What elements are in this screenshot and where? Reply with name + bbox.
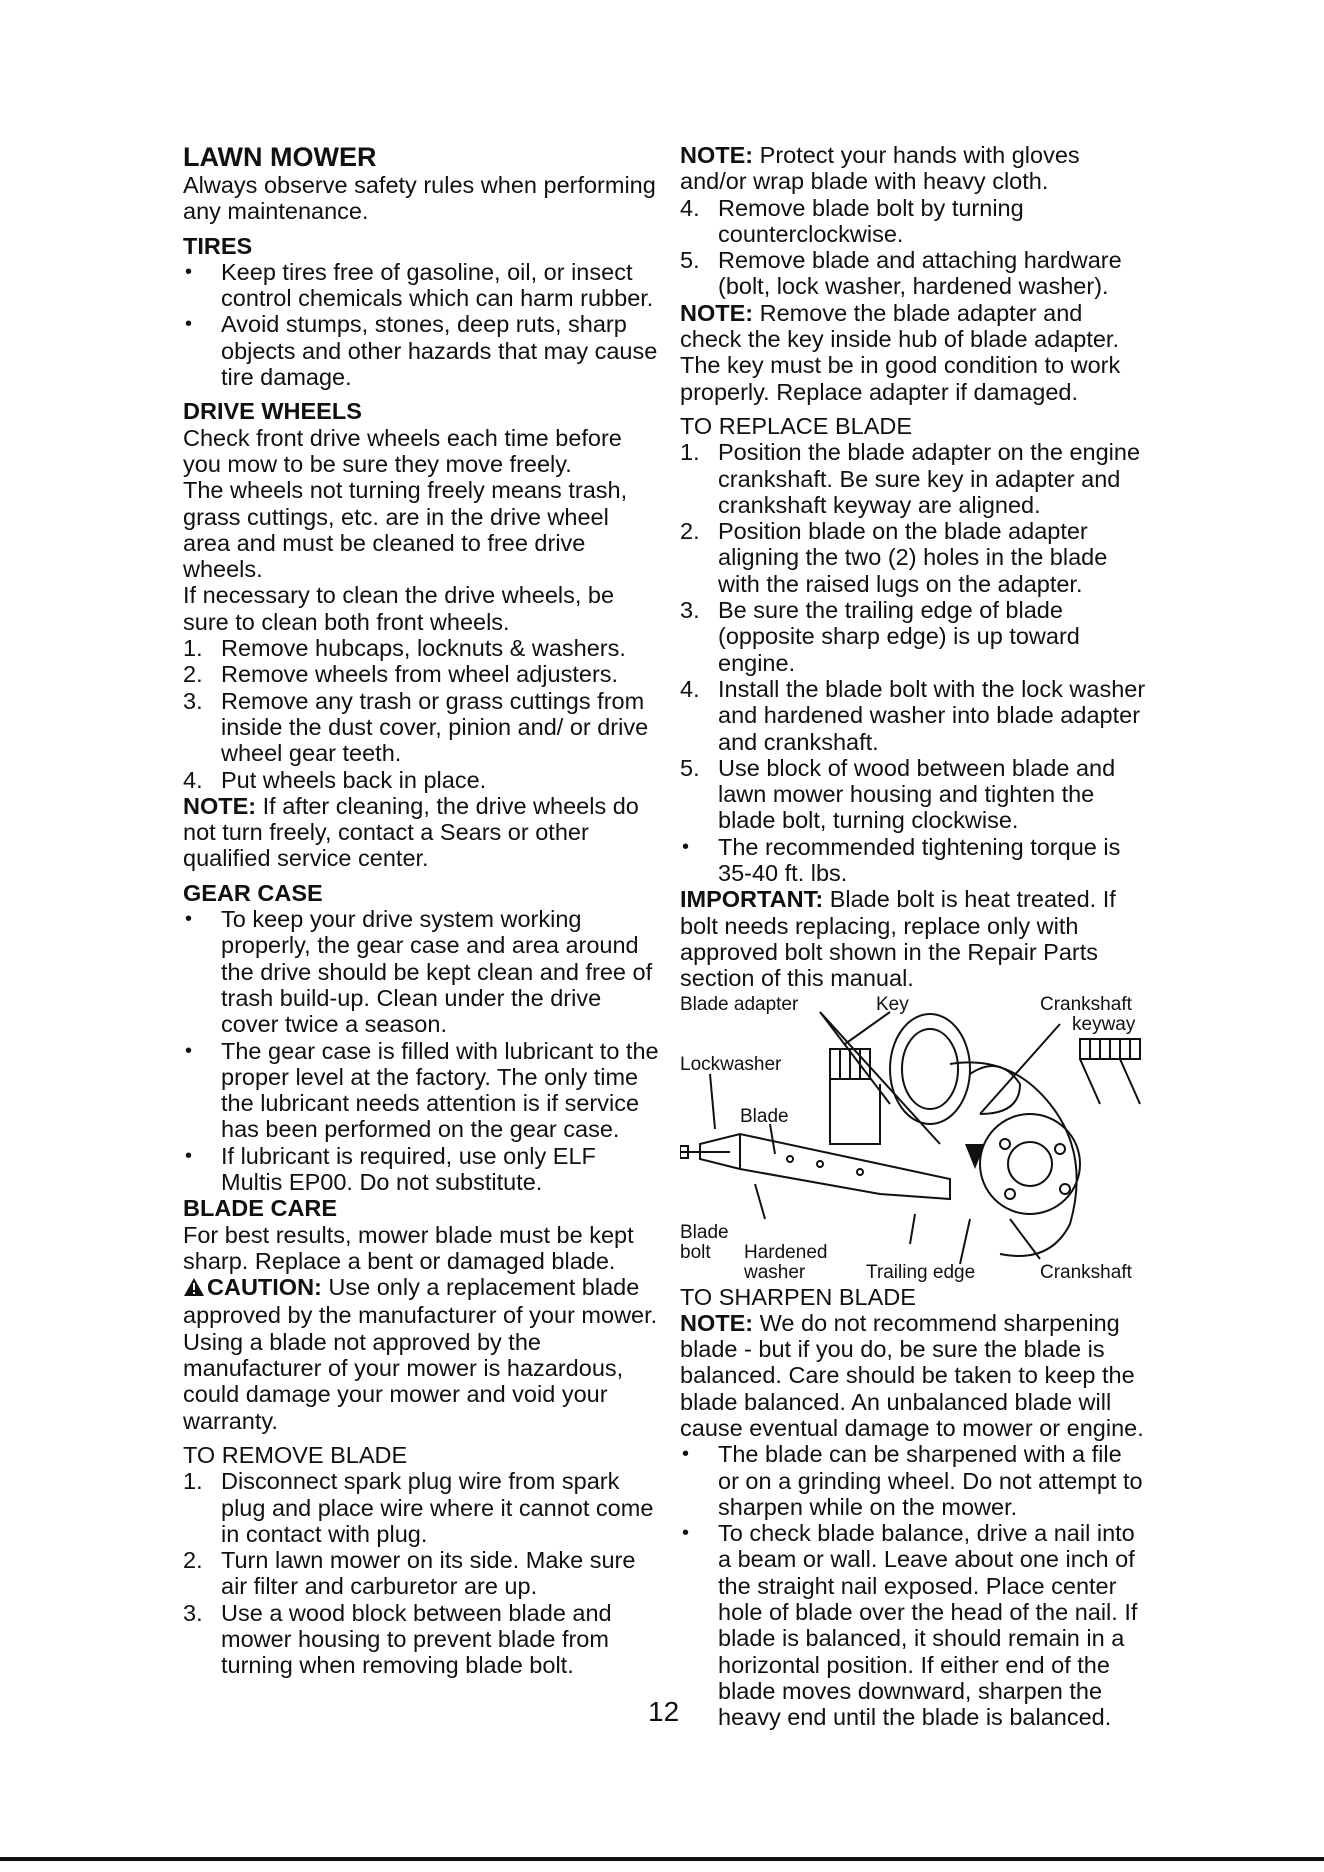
note-gloves: NOTE: Protect your hands with gloves and/or wrap blade with heavy cloth. <box>680 142 1080 195</box>
blade-assembly-diagram <box>680 994 1148 1284</box>
drive-wheels-paragraph: If necessary to clean the drive wheels, be sure to clean both front wheels. <box>183 582 615 635</box>
drive-wheels-step: 2. Remove wheels from wheel adjusters. <box>183 661 619 688</box>
remove-blade-step: 1. Disconnect spark plug wire from spark plug and place wire where it cannot come in contact with plug. <box>183 1468 654 1547</box>
caution-paragraph: CAUTION: Use only a replacement blade approved by the manufacturer of your mower. Using a blade not approved by the manufacturer of your mower is hazardous, could damage your mower and void your warranty. <box>183 1274 658 1434</box>
label-key: Key <box>876 993 909 1015</box>
note-adapter: NOTE: Remove the blade adapter and check the key inside hub of blade adapter. The key must be in good condition to work properly. Replace adapter if damaged. <box>680 299 1121 405</box>
sharpen-note: NOTE: We do not recommend sharpening blade - but if you do, be sure the blade is balanced. Care should be taken to keep the blade balanced. An unbalanced blade will cause eventual damage to mower or engine. <box>680 1309 1144 1441</box>
remove-blade-step: 2. Turn lawn mower on its side. Make sure air filter and carburetor are up. <box>183 1547 636 1600</box>
drive-wheels-paragraph: The wheels not turning freely means trash, grass cuttings, etc. are in the drive wheel area and must be cleaned to free drive wheels. <box>183 477 628 583</box>
bottom-rule <box>0 1857 1324 1861</box>
heading-gear-case: GEAR CASE <box>183 879 323 906</box>
gear-case-bullet: • The gear case is filled with lubricant to the proper level at the factory. The only time the lubricant needs attention is if service has been performed on the gear case. <box>183 1038 661 1143</box>
right-column <box>680 142 1148 1731</box>
sharpen-bullet: • To check blade balance, drive a nail into a beam or wall. Leave about one inch of the straight nail exposed. Place center hole of blade over the head of the nail. If blade is balanced, it should remain in a horizontal position. If either end of the blade moves downward, sharpen the heavy end until the blade is balanced. <box>680 1520 1148 1730</box>
section-title-lawn-mower: LAWN MOWER <box>183 142 377 172</box>
drive-wheels-paragraph: Check front drive wheels each time before you mow to be sure they move freely. <box>183 424 622 477</box>
heading-replace-blade: TO REPLACE BLADE <box>680 412 913 439</box>
sharpen-bullet: • The blade can be sharpened with a file or on a grinding wheel. Do not attempt to sharpen while on the mower. <box>680 1441 1148 1520</box>
intro-text: Always observe safety rules when performing any maintenance. <box>183 172 656 225</box>
drive-wheels-step: 4. Put wheels back in place. <box>183 766 487 793</box>
left-column <box>183 142 661 1679</box>
important-paragraph: IMPORTANT: Blade bolt is heat treated. If bolt needs replacing, replace only with approved bolt shown in the Repair Parts section of this manual. <box>680 886 1116 992</box>
drive-wheels-note: NOTE: If after cleaning, the drive wheels do not turn freely, contact a Sears or other qualified service center. <box>183 792 639 872</box>
replace-blade-step: 3. Be sure the trailing edge of blade (opposite sharp edge) is up toward engine. <box>680 597 1080 676</box>
label-crankshaft: Crankshaft <box>1040 1261 1132 1283</box>
heading-drive-wheels: DRIVE WHEELS <box>183 398 362 425</box>
label-crankshaft-keyway: keyway <box>1072 1013 1136 1035</box>
torque-bullet: • The recommended tightening torque is 35-40 ft. lbs. <box>680 834 1148 887</box>
label-blade: Blade <box>740 1105 789 1127</box>
label-lockwasher: Lockwasher <box>680 1053 782 1075</box>
label-blade-bolt: Blade <box>680 1221 729 1243</box>
gear-case-bullet: • If lubricant is required, use only ELF Multis EP00. Do not substitute. <box>183 1143 661 1196</box>
page-number: 12 <box>648 1696 680 1727</box>
blade-care-paragraph: For best results, mower blade must be kept sharp. Replace a bent or damaged blade. <box>183 1221 634 1274</box>
tires-bullet: • Keep tires free of gasoline, oil, or insect control chemicals which can harm rubber. <box>183 259 661 312</box>
label-hardened-washer: Hardened <box>744 1241 828 1263</box>
tires-bullet: • Avoid stumps, stones, deep ruts, sharp objects and other hazards that may cause tire damage. <box>183 311 661 390</box>
label-blade-adapter: Blade adapter <box>680 993 799 1015</box>
replace-blade-step: 4. Install the blade bolt with the lock washer and hardened washer into blade adapter and crankshaft. <box>680 675 1146 755</box>
gear-case-bullet: • To keep your drive system working properly, the gear case and area around the drive should be kept clean and free of trash build-up. Clean under the drive cover twice a season. <box>183 906 661 1037</box>
replace-blade-step: 1. Position the blade adapter on the engine crankshaft. Be sure key in adapter and crankshaft keyway are aligned. <box>680 439 1141 518</box>
label-crankshaft-keyway: Crankshaft <box>1040 993 1132 1015</box>
drive-wheels-step: 1. Remove hubcaps, locknuts & washers. <box>183 635 626 662</box>
replace-blade-step: 2. Position blade on the blade adapter aligning the two (2) holes in the blade with the raised lugs on the adapter. <box>680 518 1108 597</box>
label-trailing-edge: Trailing edge <box>866 1261 976 1283</box>
remove-blade-step: 4. Remove blade bolt by turning counterclockwise. <box>680 194 1024 247</box>
label-blade-bolt: bolt <box>680 1241 711 1263</box>
heading-sharpen-blade: TO SHARPEN BLADE <box>680 1283 916 1310</box>
warning-icon <box>183 1276 207 1302</box>
heading-tires: TIRES <box>183 232 253 259</box>
heading-remove-blade: TO REMOVE BLADE <box>183 1441 408 1468</box>
remove-blade-step: 3. Use a wood block between blade and mower housing to prevent blade from turning when removing blade bolt. <box>183 1599 612 1679</box>
heading-blade-care: BLADE CARE <box>183 1195 338 1222</box>
blade-assembly-illustration <box>680 994 1148 1284</box>
label-hardened-washer: washer <box>744 1261 806 1283</box>
remove-blade-step: 5. Remove blade and attaching hardware (bolt, lock washer, hardened washer). <box>680 247 1122 300</box>
drive-wheels-step: 3. Remove any trash or grass cuttings from inside the dust cover, pinion and/ or drive wheel gear teeth. <box>183 687 649 767</box>
replace-blade-step: 5. Use block of wood between blade and lawn mower housing and tighten the blade bolt, turning clockwise. <box>680 754 1116 834</box>
